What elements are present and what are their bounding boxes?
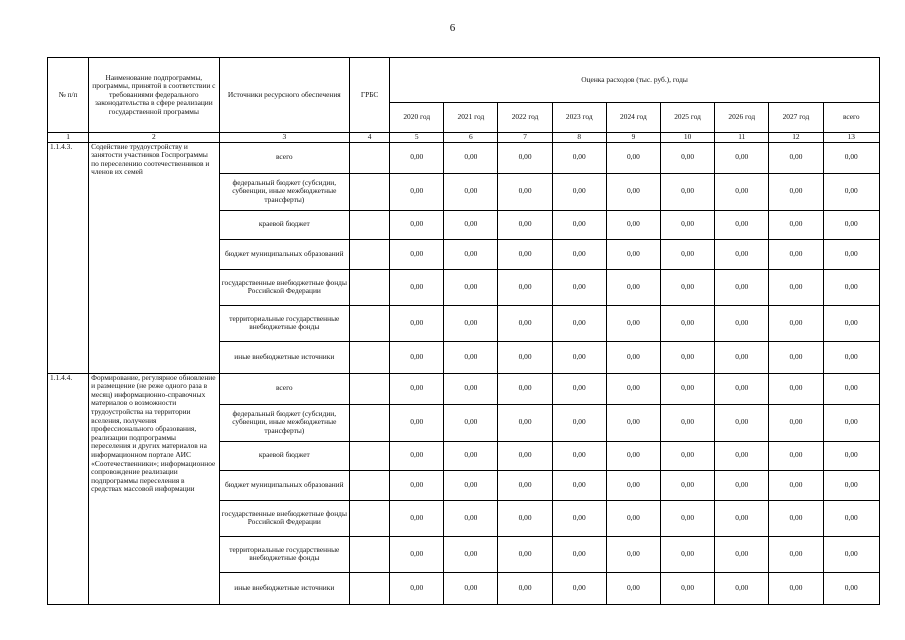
amount-cell: 0,00 (552, 572, 606, 604)
amount-cell: 0,00 (552, 269, 606, 305)
amount-cell: 0,00 (769, 536, 823, 572)
amount-cell: 0,00 (498, 239, 552, 269)
column-number: 1 (48, 133, 89, 143)
amount-cell: 0,00 (390, 536, 444, 572)
header-year: 2023 год (552, 103, 606, 133)
amount-cell: 0,00 (390, 269, 444, 305)
amount-cell: 0,00 (715, 305, 769, 341)
amount-cell: 0,00 (606, 500, 660, 536)
amount-cell: 0,00 (769, 269, 823, 305)
column-number: 11 (715, 133, 769, 143)
amount-cell: 0,00 (769, 373, 823, 404)
amount-cell: 0,00 (715, 441, 769, 470)
grbs-cell (350, 173, 390, 210)
amount-cell: 0,00 (552, 470, 606, 500)
funding-source: всего (219, 142, 349, 173)
amount-cell: 0,00 (390, 373, 444, 404)
amount-cell: 0,00 (606, 305, 660, 341)
header-year: всего (823, 103, 879, 133)
amount-cell: 0,00 (606, 373, 660, 404)
amount-cell: 0,00 (552, 142, 606, 173)
column-number: 10 (661, 133, 715, 143)
amount-cell: 0,00 (715, 536, 769, 572)
amount-cell: 0,00 (444, 142, 498, 173)
amount-cell: 0,00 (498, 536, 552, 572)
amount-cell: 0,00 (823, 269, 879, 305)
amount-cell: 0,00 (823, 239, 879, 269)
amount-cell: 0,00 (606, 269, 660, 305)
amount-cell: 0,00 (769, 173, 823, 210)
column-number: 13 (823, 133, 879, 143)
grbs-cell (350, 404, 390, 441)
amount-cell: 0,00 (390, 441, 444, 470)
header-source: Источники ресурсного обеспечения (219, 58, 349, 133)
amount-cell: 0,00 (661, 536, 715, 572)
amount-cell: 0,00 (661, 373, 715, 404)
amount-cell: 0,00 (715, 572, 769, 604)
amount-cell: 0,00 (769, 142, 823, 173)
amount-cell: 0,00 (390, 142, 444, 173)
item-name: Формирование, регулярное обновление и размещение (не реже одного раза в месяц) информационно-справочных материалов о возможности трудоустройства на территории вселения, получения профессионального образования, реализации подпрограммы переселения и других материалов на информационном портале АИС «Соотечественники»; информационное сопровождение реализации подпрограммы переселения в средствах массовой информации (89, 373, 219, 604)
funding-source: краевой бюджет (219, 210, 349, 239)
amount-cell: 0,00 (661, 572, 715, 604)
amount-cell: 0,00 (444, 341, 498, 373)
amount-cell: 0,00 (823, 341, 879, 373)
amount-cell: 0,00 (498, 305, 552, 341)
amount-cell: 0,00 (390, 239, 444, 269)
amount-cell: 0,00 (390, 341, 444, 373)
amount-cell: 0,00 (715, 210, 769, 239)
funding-source: территориальные государственные внебюджетные фонды (219, 305, 349, 341)
amount-cell: 0,00 (498, 210, 552, 239)
amount-cell: 0,00 (823, 470, 879, 500)
amount-cell: 0,00 (769, 470, 823, 500)
header-year: 2024 год (606, 103, 660, 133)
amount-cell: 0,00 (715, 142, 769, 173)
grbs-cell (350, 373, 390, 404)
amount-cell: 0,00 (606, 341, 660, 373)
amount-cell: 0,00 (606, 239, 660, 269)
amount-cell: 0,00 (769, 239, 823, 269)
header-estimate: Оценка расходов (тыс. руб.), годы (390, 58, 880, 103)
funding-source: федеральный бюджет (субсидии, субвенции, иные межбюджетные трансферты) (219, 173, 349, 210)
amount-cell: 0,00 (606, 404, 660, 441)
budget-table (47, 57, 880, 605)
amount-cell: 0,00 (823, 210, 879, 239)
amount-cell: 0,00 (769, 500, 823, 536)
amount-cell: 0,00 (552, 404, 606, 441)
funding-source: территориальные государственные внебюджетные фонды (219, 536, 349, 572)
amount-cell: 0,00 (661, 500, 715, 536)
amount-cell: 0,00 (498, 173, 552, 210)
grbs-cell (350, 142, 390, 173)
column-number: 2 (89, 133, 219, 143)
amount-cell: 0,00 (390, 470, 444, 500)
amount-cell: 0,00 (390, 210, 444, 239)
amount-cell: 0,00 (444, 239, 498, 269)
item-name: Содействие трудоустройству и занятости участников Госпрограммы по переселению соотечественников и членов их семей (89, 142, 219, 373)
amount-cell: 0,00 (715, 470, 769, 500)
amount-cell: 0,00 (606, 470, 660, 500)
table-row (48, 373, 880, 404)
column-number: 9 (606, 133, 660, 143)
amount-cell: 0,00 (661, 173, 715, 210)
amount-cell: 0,00 (823, 373, 879, 404)
amount-cell: 0,00 (444, 404, 498, 441)
column-number: 8 (552, 133, 606, 143)
amount-cell: 0,00 (390, 173, 444, 210)
column-number: 12 (769, 133, 823, 143)
header-year: 2025 год (661, 103, 715, 133)
amount-cell: 0,00 (823, 305, 879, 341)
header-name: Наименование подпрограммы, программы, принятой в соответствии с требованиями федерального законодательства в сфере реализации государственной программы (89, 58, 219, 133)
header-num: № п/п (48, 58, 89, 133)
amount-cell: 0,00 (715, 239, 769, 269)
amount-cell: 0,00 (498, 470, 552, 500)
amount-cell: 0,00 (444, 173, 498, 210)
amount-cell: 0,00 (769, 441, 823, 470)
amount-cell: 0,00 (444, 269, 498, 305)
amount-cell: 0,00 (552, 536, 606, 572)
amount-cell: 0,00 (661, 142, 715, 173)
amount-cell: 0,00 (769, 404, 823, 441)
amount-cell: 0,00 (498, 341, 552, 373)
amount-cell: 0,00 (823, 142, 879, 173)
amount-cell: 0,00 (769, 305, 823, 341)
funding-source: иные внебюджетные источники (219, 341, 349, 373)
amount-cell: 0,00 (661, 341, 715, 373)
amount-cell: 0,00 (661, 404, 715, 441)
amount-cell: 0,00 (390, 404, 444, 441)
amount-cell: 0,00 (552, 441, 606, 470)
amount-cell: 0,00 (823, 536, 879, 572)
amount-cell: 0,00 (715, 269, 769, 305)
grbs-cell (350, 500, 390, 536)
amount-cell: 0,00 (444, 441, 498, 470)
column-number: 5 (390, 133, 444, 143)
amount-cell: 0,00 (661, 470, 715, 500)
funding-source: государственные внебюджетные фонды Российской Федерации (219, 500, 349, 536)
grbs-cell (350, 470, 390, 500)
item-code: 1.1.4.4. (48, 373, 89, 604)
item-code: 1.1.4.3. (48, 142, 89, 373)
header-year: 2021 год (444, 103, 498, 133)
amount-cell: 0,00 (390, 500, 444, 536)
amount-cell: 0,00 (552, 373, 606, 404)
amount-cell: 0,00 (715, 500, 769, 536)
grbs-cell (350, 210, 390, 239)
grbs-cell (350, 536, 390, 572)
grbs-cell (350, 341, 390, 373)
column-number: 4 (350, 133, 390, 143)
funding-source: государственные внебюджетные фонды Российской Федерации (219, 269, 349, 305)
header-grbs: ГРБС (350, 58, 390, 133)
funding-source: бюджет муниципальных образований (219, 239, 349, 269)
amount-cell: 0,00 (444, 500, 498, 536)
amount-cell: 0,00 (498, 441, 552, 470)
amount-cell: 0,00 (823, 500, 879, 536)
amount-cell: 0,00 (498, 269, 552, 305)
amount-cell: 0,00 (715, 373, 769, 404)
column-number: 3 (219, 133, 349, 143)
funding-source: федеральный бюджет (субсидии, субвенции, иные межбюджетные трансферты) (219, 404, 349, 441)
amount-cell: 0,00 (606, 441, 660, 470)
grbs-cell (350, 269, 390, 305)
amount-cell: 0,00 (769, 210, 823, 239)
amount-cell: 0,00 (444, 536, 498, 572)
amount-cell: 0,00 (444, 470, 498, 500)
column-number: 7 (498, 133, 552, 143)
amount-cell: 0,00 (444, 572, 498, 604)
amount-cell: 0,00 (715, 341, 769, 373)
column-number: 6 (444, 133, 498, 143)
amount-cell: 0,00 (606, 536, 660, 572)
amount-cell: 0,00 (661, 210, 715, 239)
amount-cell: 0,00 (661, 239, 715, 269)
amount-cell: 0,00 (444, 373, 498, 404)
header-year: 2026 год (715, 103, 769, 133)
header-year: 2020 год (390, 103, 444, 133)
amount-cell: 0,00 (715, 404, 769, 441)
amount-cell: 0,00 (715, 173, 769, 210)
amount-cell: 0,00 (552, 305, 606, 341)
amount-cell: 0,00 (498, 373, 552, 404)
amount-cell: 0,00 (823, 572, 879, 604)
amount-cell: 0,00 (661, 441, 715, 470)
amount-cell: 0,00 (498, 404, 552, 441)
amount-cell: 0,00 (390, 305, 444, 341)
amount-cell: 0,00 (769, 341, 823, 373)
amount-cell: 0,00 (661, 269, 715, 305)
table-row (48, 142, 880, 173)
amount-cell: 0,00 (552, 500, 606, 536)
grbs-cell (350, 239, 390, 269)
amount-cell: 0,00 (498, 500, 552, 536)
amount-cell: 0,00 (769, 572, 823, 604)
amount-cell: 0,00 (498, 572, 552, 604)
grbs-cell (350, 305, 390, 341)
amount-cell: 0,00 (498, 142, 552, 173)
amount-cell: 0,00 (823, 404, 879, 441)
amount-cell: 0,00 (552, 173, 606, 210)
grbs-cell (350, 572, 390, 604)
page-number: 6 (449, 22, 456, 34)
amount-cell: 0,00 (661, 305, 715, 341)
header-year: 2022 год (498, 103, 552, 133)
amount-cell: 0,00 (606, 173, 660, 210)
amount-cell: 0,00 (606, 142, 660, 173)
funding-source: бюджет муниципальных образований (219, 470, 349, 500)
amount-cell: 0,00 (823, 173, 879, 210)
amount-cell: 0,00 (606, 210, 660, 239)
amount-cell: 0,00 (444, 305, 498, 341)
amount-cell: 0,00 (552, 239, 606, 269)
amount-cell: 0,00 (823, 441, 879, 470)
amount-cell: 0,00 (606, 572, 660, 604)
amount-cell: 0,00 (552, 210, 606, 239)
grbs-cell (350, 441, 390, 470)
funding-source: краевой бюджет (219, 441, 349, 470)
funding-source: всего (219, 373, 349, 404)
amount-cell: 0,00 (444, 210, 498, 239)
amount-cell: 0,00 (390, 572, 444, 604)
header-year: 2027 год (769, 103, 823, 133)
funding-source: иные внебюджетные источники (219, 572, 349, 604)
amount-cell: 0,00 (552, 341, 606, 373)
